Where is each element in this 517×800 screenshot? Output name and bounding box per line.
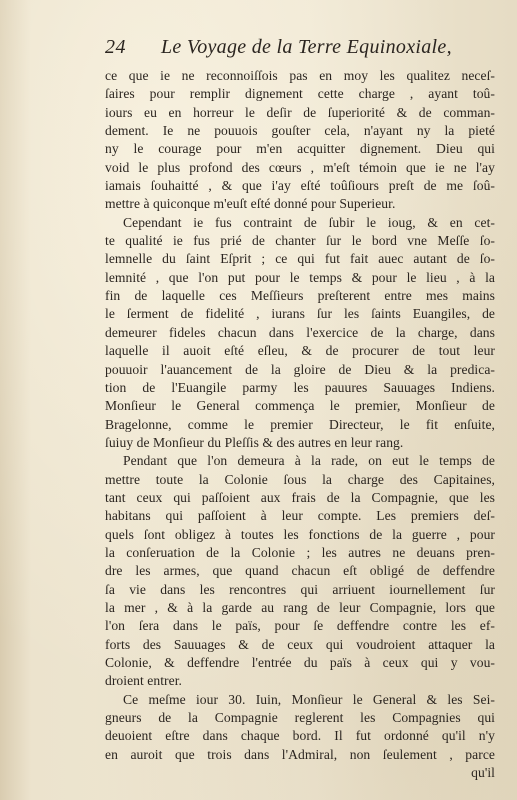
text-line: ce que ie ne reconnoiſſois pas en moy les qualitez neceſ- [105,68,495,83]
text-line: ny le courage pour m'en acquitter dignement. Dieu qui [105,141,495,157]
text-line: demeurer fideles chacun dans l'exercice de la charge, dans [105,324,495,340]
text-line: ſuiuy de Monſieur du Pleſſis & des autres en leur rang. [105,434,404,450]
text-line: iours eu en horreur le deſir de ſuperiorité & de comman- [105,104,495,120]
text-line: Cependant ie fus contraint de ſubir le ioug, & en cet- [123,214,495,230]
text-line: ſaires pour remplir dignement cette charge , ayant toû- [105,86,495,102]
text-line: pouuoir l'auancement de la gloire de Dieu & la predica- [105,361,495,377]
text-line: tion de l'Euangile parmy les pauures Sauuages Indiens. [105,379,495,395]
text-line: ſa vie dans les rencontres qui arriuent iournellement ſur [105,581,495,597]
text-line: deuoient eſtre dans chaque bord. Il fut ordonné qu'il n'y [105,728,495,744]
text-line: laquelle il auoit eſté eſleu, & de procurer de tout leur [105,343,495,359]
text-line: fin de laquelle ces Meſſieurs preſterent entre mes mains [105,288,495,304]
text-line: dement. Ie ne pouuois gouſter cela, n'ayant ny la pieté [105,123,495,139]
text-line: Colonie, & deffendre l'entrée du païs à ceux qui y vou- [105,655,495,670]
text-line: Pendant que l'on demeura à la rade, on eut le temps de [123,453,495,469]
text-line: la mer , & à la garde au rang de leur Compagnie, lors que [105,599,495,615]
text-line: Bragelonne, comme le premier Directeur, le fit enſuite, [105,416,495,432]
text-line: void le plus profond des cœurs , m'eſt témoin que ie ne l'ay [105,159,495,175]
text-line: qu'il [471,765,495,781]
text-line: mettre à quiconque m'euſt eſté donné pour Superieur. [105,196,396,212]
body-text [105,67,495,782]
text-line: forts des Sauuages & de ceux qui voudroient attaquer la [105,636,495,652]
text-line: lemnité , que l'on put pour le temps & pour le lieu , à la [105,269,495,285]
text-line: dre les armes, que quand chacun eſt obligé de deffendre [105,563,495,579]
text-line: le ſerment de fidelité , iurans ſur les ſaints Euangiles, de [105,306,495,322]
text-line: Monſieur le General commença le premier, Monſieur de [105,398,495,414]
text-line: en auroit que trois dans l'Admiral, non ſeulement , parce [105,746,495,762]
text-line: mettre toute la Colonie ſous la charge des Capitaines, [105,471,495,487]
text-line: habitans qui paſſoient à leur compte. Les premiers deſ- [105,508,495,524]
running-title: Le Voyage de la Terre Equinoxiale, [161,36,452,58]
text-line: Ce meſme iour 30. Iuin, Monſieur le General & les Sei- [123,691,495,707]
text-line: te qualité ie fus prié de chanter ſur le bord vne Meſſe ſo- [105,233,495,249]
text-line: quels ſont obligez à toutes les fonctions de la guerre , pour [105,526,495,542]
page-number: 24 [105,36,126,58]
text-line: lemnelle du ſaint Eſprit ; ce qui fut fait auec autant de ſo- [105,251,495,267]
text-line: la conſeruation de la Colonie ; les autres ne deuans pren- [105,544,495,560]
text-line: iamais ſouhaitté , & que i'ay eſté toûſiours preſt de me ſoû- [105,178,495,194]
text-line: l'on ſera dans le païs, pour ſe deffendre contre les ef- [105,618,495,634]
text-line: tant ceux qui paſſoient aux frais de la Compagnie, que les [105,489,495,505]
page-header [105,36,485,64]
text-line: gneurs de la Compagnie reglerent les Compagnies qui [105,710,495,726]
text-line: droient entrer. [105,673,182,689]
